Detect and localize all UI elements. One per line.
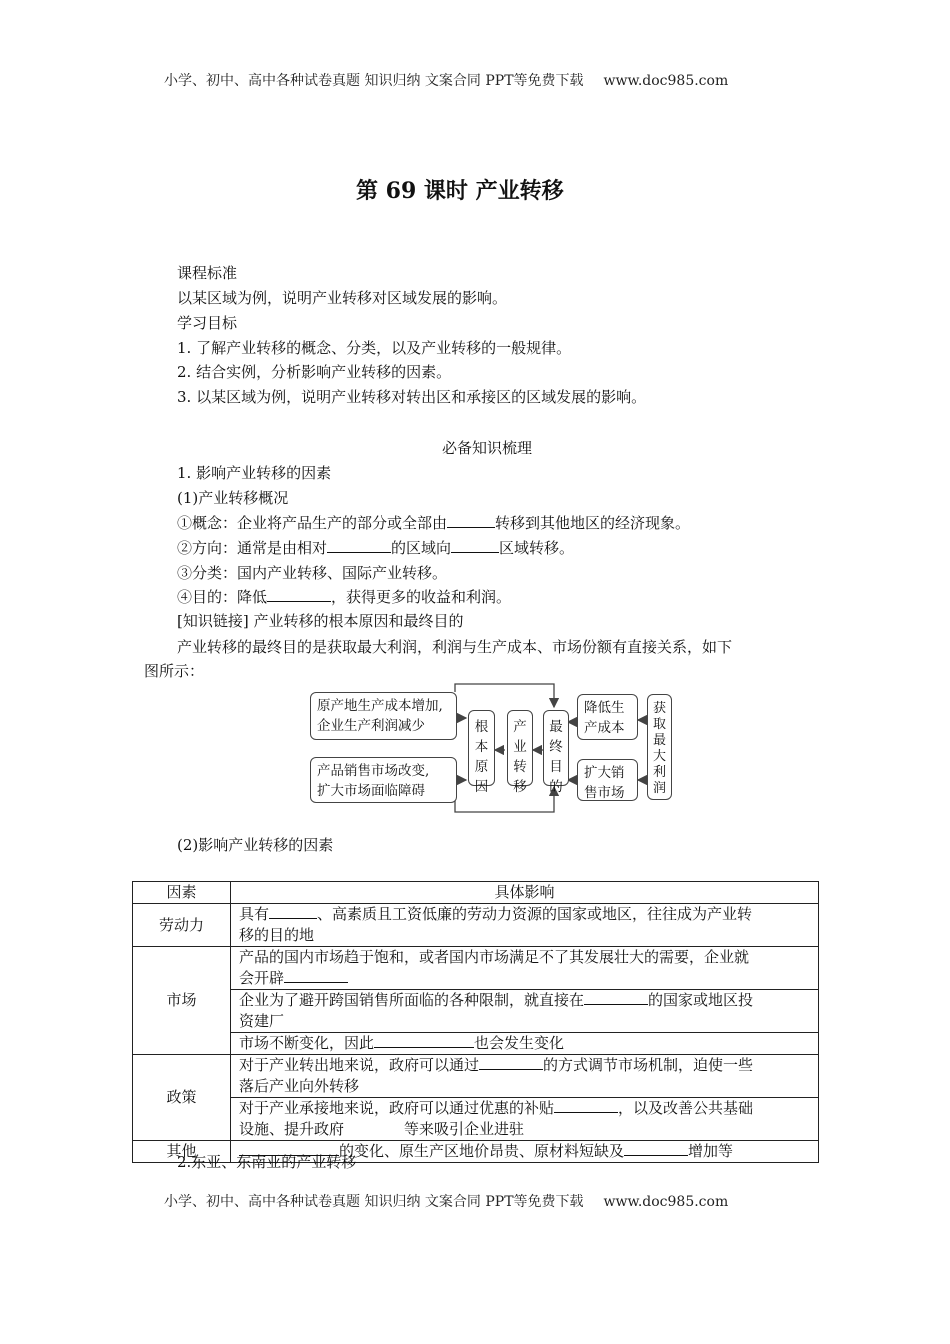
- final-goal-box: 最 终 目 的: [543, 710, 569, 786]
- factors-table: [132, 881, 819, 1163]
- answer-blank[interactable]: [584, 990, 648, 1005]
- answer-blank[interactable]: [327, 538, 391, 553]
- page-header: [164, 70, 728, 90]
- other-impact: 的变化、原生产区地价昂贵、原材料短缺及 增加等: [231, 1141, 819, 1163]
- purpose-line: ④目的：降低 ，获得更多的收益和利润。: [177, 588, 512, 606]
- factor-policy: 政策: [133, 1055, 231, 1141]
- knowledge-link: [知识链接] 产业转移的根本原因和最终目的: [177, 612, 464, 630]
- section-heading: 必备知识梳理: [442, 439, 533, 457]
- answer-blank[interactable]: [267, 587, 331, 602]
- lower-cost-box: 降低生 产成本: [577, 694, 638, 740]
- paragraph-line-1: 产业转移的最终目的是获取最大利润，利润与生产成本、市场份额有直接关系，如下: [177, 638, 733, 656]
- answer-blank[interactable]: [447, 513, 495, 528]
- answer-blank[interactable]: [269, 904, 317, 919]
- answer-blank[interactable]: [479, 1055, 543, 1070]
- concept-line: ①概念：企业将产品生产的部分或全部由 转移到其他地区的经济现象。: [177, 514, 691, 532]
- root-cause-box: 根 本 原 因: [468, 710, 495, 786]
- answer-blank[interactable]: [374, 1033, 474, 1048]
- footer-site[interactable]: www.doc985.com: [603, 1194, 729, 1210]
- subheading-2: (2)影响产业转移的因素: [177, 836, 334, 854]
- heading-1: 1. 影响产业转移的因素: [177, 464, 332, 482]
- labour-impact: 具有 、高素质且工资低廉的劳动力资源的国家或地区，往往成为产业转 移的目的地: [231, 904, 819, 947]
- table-row: [133, 904, 819, 947]
- subheading-1: (1)产业转移概况: [177, 489, 289, 507]
- heading-2: 2.东亚、东南亚的产业转移: [177, 1153, 357, 1171]
- standards-heading: 课程标准: [177, 264, 238, 282]
- paragraph-line-2: 图所示：: [144, 662, 205, 680]
- industry-shift-box: 产 业 转 移: [507, 710, 533, 786]
- loop-arrow-top: [455, 684, 554, 707]
- market-impact-2: 企业为了避开跨国销售所面临的各种限制，就直接在 的国家或地区投 资建厂: [231, 990, 819, 1033]
- market-box: 产品销售市场改变, 扩大市场面临障碍: [310, 757, 457, 803]
- category-line: ③分类：国内产业转移、国际产业转移。: [177, 564, 448, 582]
- table-header-factor: 因素: [133, 882, 231, 904]
- policy-impact-1: 对于产业转出地来说，政府可以通过 的方式调节市场机制，迫使一些 落后产业向外转移: [231, 1055, 819, 1098]
- page-title: 第 69 课时 产业转移: [356, 178, 564, 204]
- cost-box: 原产地生产成本增加, 企业生产利润减少: [310, 692, 457, 740]
- goal-item: 3. 以某区域为例，说明产业转移对转出区和承接区的区域发展的影响。: [177, 388, 647, 406]
- answer-blank[interactable]: [554, 1098, 618, 1113]
- table-row: [133, 1033, 819, 1055]
- table-row: [133, 947, 819, 990]
- market-impact-3: 市场不断变化，因此 也会发生变化: [231, 1033, 819, 1055]
- factor-labour: 劳动力: [133, 904, 231, 947]
- footer-text: 小学、初中、高中各种试卷真题 知识归纳 文案合同 PPT等免费下载: [164, 1194, 584, 1210]
- market-impact-1: 产品的国内市场趋于饱和，或者国内市场满足不了其发展壮大的需要，企业就 会开辟: [231, 947, 819, 990]
- answer-blank[interactable]: [451, 538, 499, 553]
- goals-heading: 学习目标: [177, 314, 238, 332]
- factor-market: 市场: [133, 947, 231, 1055]
- goal-item: 2. 结合实例，分析影响产业转移的因素。: [177, 363, 452, 381]
- table-row: [133, 1098, 819, 1141]
- answer-blank[interactable]: [344, 1120, 404, 1134]
- standards-line: 以某区域为例，说明产业转移对区域发展的影响。: [177, 289, 508, 307]
- goal-item: 1. 了解产业转移的概念、分类，以及产业转移的一般规律。: [177, 339, 572, 357]
- header-text: 小学、初中、高中各种试卷真题 知识归纳 文案合同 PPT等免费下载: [164, 73, 584, 89]
- factor-other: 其他: [133, 1141, 231, 1163]
- max-profit-box: 获 取 最 大 利 润: [647, 694, 672, 800]
- table-header-impact: 具体影响: [231, 882, 819, 904]
- table-row: [133, 990, 819, 1033]
- table-row: [133, 1055, 819, 1098]
- answer-blank[interactable]: [284, 968, 348, 983]
- page-footer: [164, 1191, 728, 1211]
- direction-line: ②方向：通常是由相对 的区域向 区域转移。: [177, 539, 575, 557]
- table-header-row: [133, 882, 819, 904]
- policy-impact-2: 对于产业承接地来说，政府可以通过优惠的补贴 ，以及改善公共基础 设施、提升政府 等来吸引企业进驻: [231, 1098, 819, 1141]
- expand-market-box: 扩大销 售市场: [577, 759, 638, 801]
- answer-blank[interactable]: [624, 1141, 688, 1156]
- header-site[interactable]: www.doc985.com: [603, 73, 729, 89]
